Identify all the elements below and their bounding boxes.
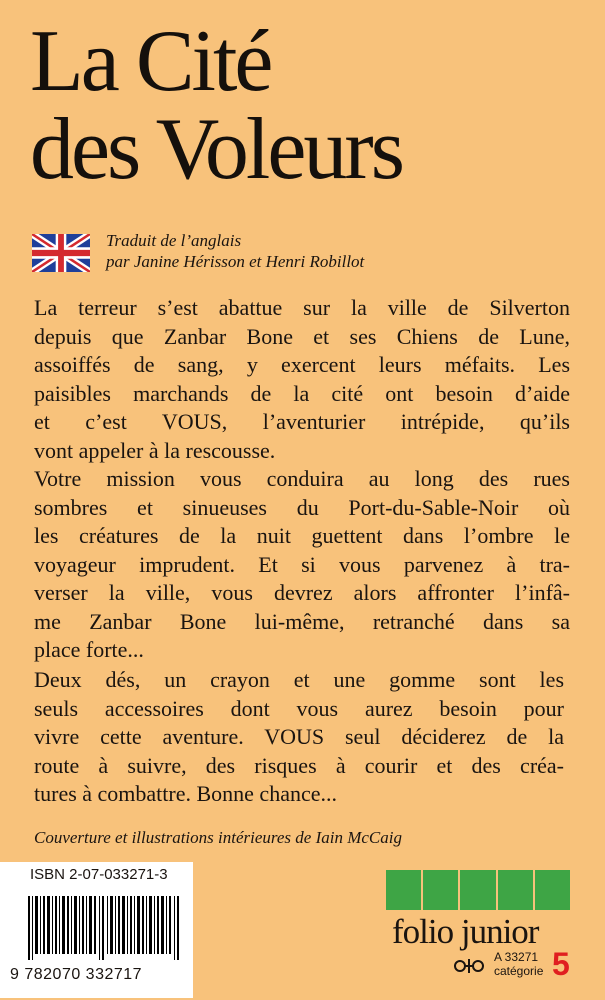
- category-number: 5: [552, 946, 570, 982]
- blurb-line: verser la ville, vous devrez alors affronter l’infâ-: [34, 580, 570, 605]
- series-name: folio junior: [392, 912, 539, 951]
- blurb-line: paisibles marchands de la cité ont besoin d’aide: [34, 380, 570, 406]
- publisher-code: [494, 950, 543, 978]
- blurb-line: La terreur s’est abattue sur la ville de Silverton: [34, 295, 570, 320]
- catalog-code: A 33271: [494, 950, 539, 964]
- folio-junior-logo-icon: [386, 870, 570, 910]
- logo-figure-icon: [460, 870, 495, 910]
- blurb-line: depuis que Zanbar Bone et ses Chiens de Lune,: [34, 323, 570, 349]
- blurb-line: les créatures de la nuit guettent dans l’ombre le: [34, 523, 570, 548]
- publisher-emblem-icon: [452, 955, 486, 977]
- barcode-digits: 9 782070 332717: [10, 966, 143, 983]
- blurb-line: sombres et sinueuses du Port-du-Sable-Noir où: [34, 494, 570, 520]
- translation-line-2: par Janine Hérisson et Henri Robillot: [106, 252, 365, 271]
- blurb-paragraph-2: [34, 666, 564, 809]
- blurb-line: et c’est VOUS, l’aventurier intrépide, qu’ils: [34, 409, 570, 434]
- translation-credit: [106, 230, 364, 272]
- logo-figure-icon: [423, 870, 458, 910]
- blurb-line: voyageur imprudent. Et si vous parvenez à tra-: [34, 551, 570, 577]
- blurb-line: tures à combattre. Bonne chance...: [34, 781, 337, 806]
- title-line-1: La Cité: [30, 13, 271, 110]
- blurb-line: vont appeler à la rescousse.: [34, 437, 276, 463]
- blurb-paragraph-1: [34, 294, 570, 665]
- blurb-line: seuls accessoires dont vous aurez besoin pour: [34, 695, 564, 721]
- blurb-line: assoiffés de sang, y exercent leurs méfaits. Les: [34, 352, 570, 377]
- logo-figure-icon: [386, 870, 421, 910]
- logo-figure-icon: [498, 870, 533, 910]
- isbn-number: ISBN 2-07-033271-3: [30, 866, 168, 883]
- uk-flag-icon: [32, 234, 90, 272]
- category-label: catégorie: [494, 964, 544, 978]
- book-title: [30, 13, 402, 198]
- blurb-line: place forte...: [34, 637, 144, 662]
- translation-line-1: Traduit de l’anglais: [106, 231, 242, 250]
- blurb-line: route à suivre, des risques à courir et des créa-: [34, 752, 564, 778]
- logo-figure-icon: [535, 870, 570, 910]
- title-line-2: des Voleurs: [30, 101, 402, 198]
- blurb-line: vivre cette aventure. VOUS seul déciderez de la: [34, 724, 564, 749]
- blurb-line: me Zanbar Bone lui-même, retranché dans sa: [34, 608, 570, 634]
- blurb-line: Votre mission vous conduira au long des rues: [34, 466, 570, 491]
- illustration-credits: Couverture et illustrations intérieures de Iain McCaig: [34, 828, 402, 847]
- barcode-icon: [28, 896, 180, 960]
- blurb-line: Deux dés, un crayon et une gomme sont les: [34, 667, 564, 692]
